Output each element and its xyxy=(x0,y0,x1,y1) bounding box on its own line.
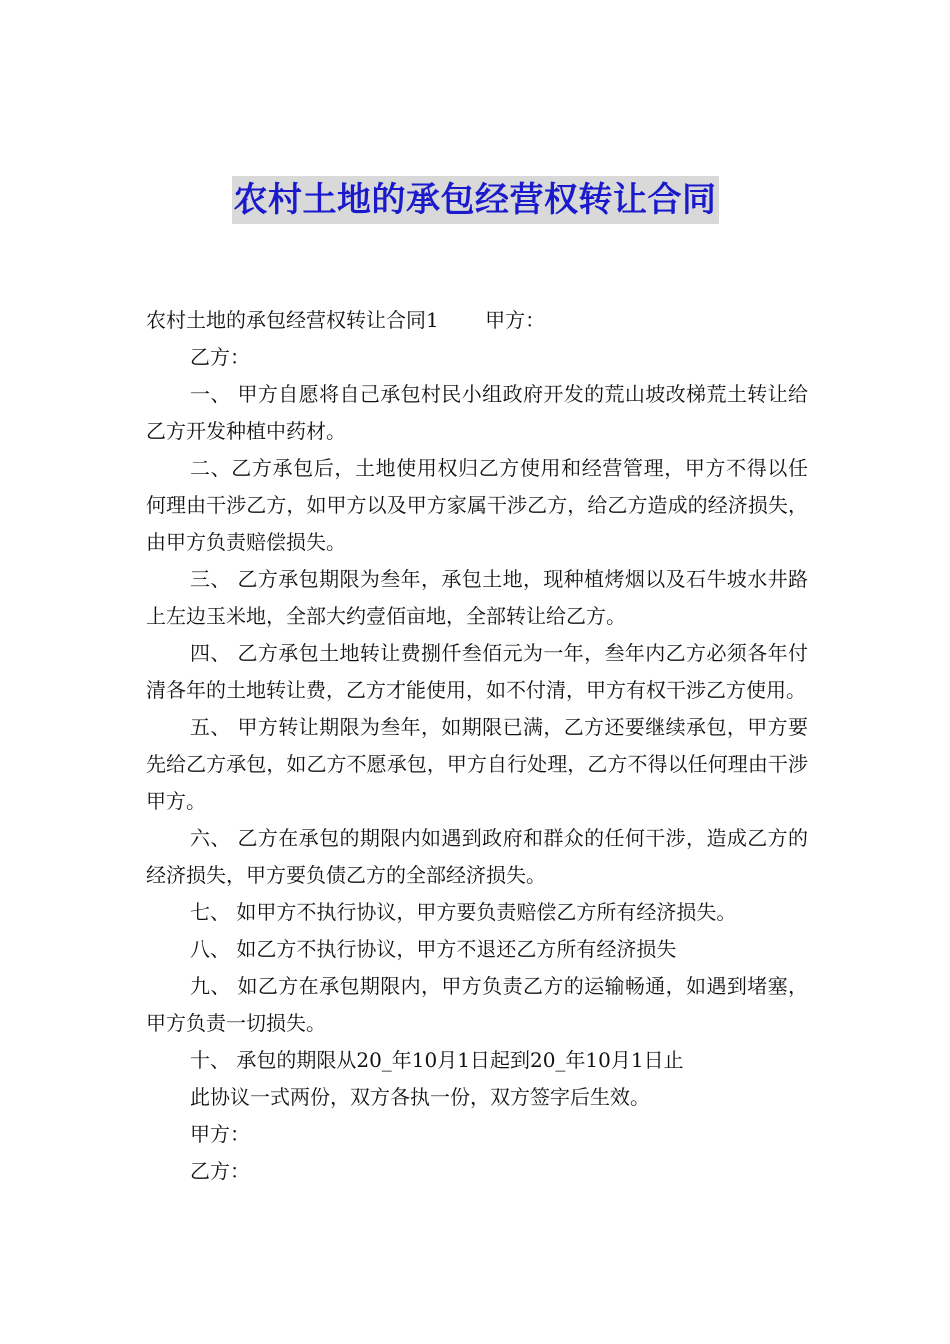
intro-line: 农村土地的承包经营权转让合同1 甲方： xyxy=(146,308,546,332)
clause-3: 三、 乙方承包期限为叁年，承包土地，现种植烤烟以及石牛坡水井路上左边玉米地，全部大约壹佰亩地，全部转让给乙方。 xyxy=(146,567,808,628)
clause-9: 九、 如乙方在承包期限内，甲方负责乙方的运输畅通，如遇到堵塞，甲方负责一切损失。 xyxy=(146,974,808,1035)
clause-4: 四、 乙方承包土地转让费捌仟叁佰元为一年，叁年内乙方必须各年付清各年的土地转让费，乙方才能使用，如不付清，甲方有权干涉乙方使用。 xyxy=(146,641,808,702)
clause-7: 七、 如甲方不执行协议，甲方要负责赔偿乙方所有经济损失。 xyxy=(190,900,737,924)
document-title: 农村土地的承包经营权转让合同 xyxy=(232,176,719,224)
signature-party-b: 乙方： xyxy=(190,1159,250,1183)
clause-5: 五、 甲方转让期限为叁年，如期限已满，乙方还要继续承包，甲方要先给乙方承包，如乙方不愿承包，甲方自行处理，乙方不得以任何理由干涉甲方。 xyxy=(146,715,808,813)
document-body xyxy=(146,302,808,1190)
signature-party-a: 甲方： xyxy=(190,1122,250,1146)
clause-1: 一、 甲方自愿将自己承包村民小组政府开发的荒山坡改梯荒土转让给乙方开发种植中药材。 xyxy=(146,382,808,443)
title-container xyxy=(0,176,950,224)
clause-8: 八、 如乙方不执行协议，甲方不退还乙方所有经济损失 xyxy=(190,937,677,961)
clause-6: 六、 乙方在承包的期限内如遇到政府和群众的任何干涉，造成乙方的经济损失，甲方要负债乙方的全部经济损失。 xyxy=(146,826,808,887)
clause-2: 二、乙方承包后，土地使用权归乙方使用和经营管理，甲方不得以任何理由干涉乙方，如甲方以及甲方家属干涉乙方，给乙方造成的经济损失，由甲方负责赔偿损失。 xyxy=(146,456,808,554)
effective-note: 此协议一式两份，双方各执一份，双方签字后生效。 xyxy=(190,1085,650,1109)
clause-10: 十、 承包的期限从20_年10月1日起到20_年10月1日止 xyxy=(190,1048,684,1072)
paragraph-party-b: 乙方： xyxy=(190,345,250,369)
